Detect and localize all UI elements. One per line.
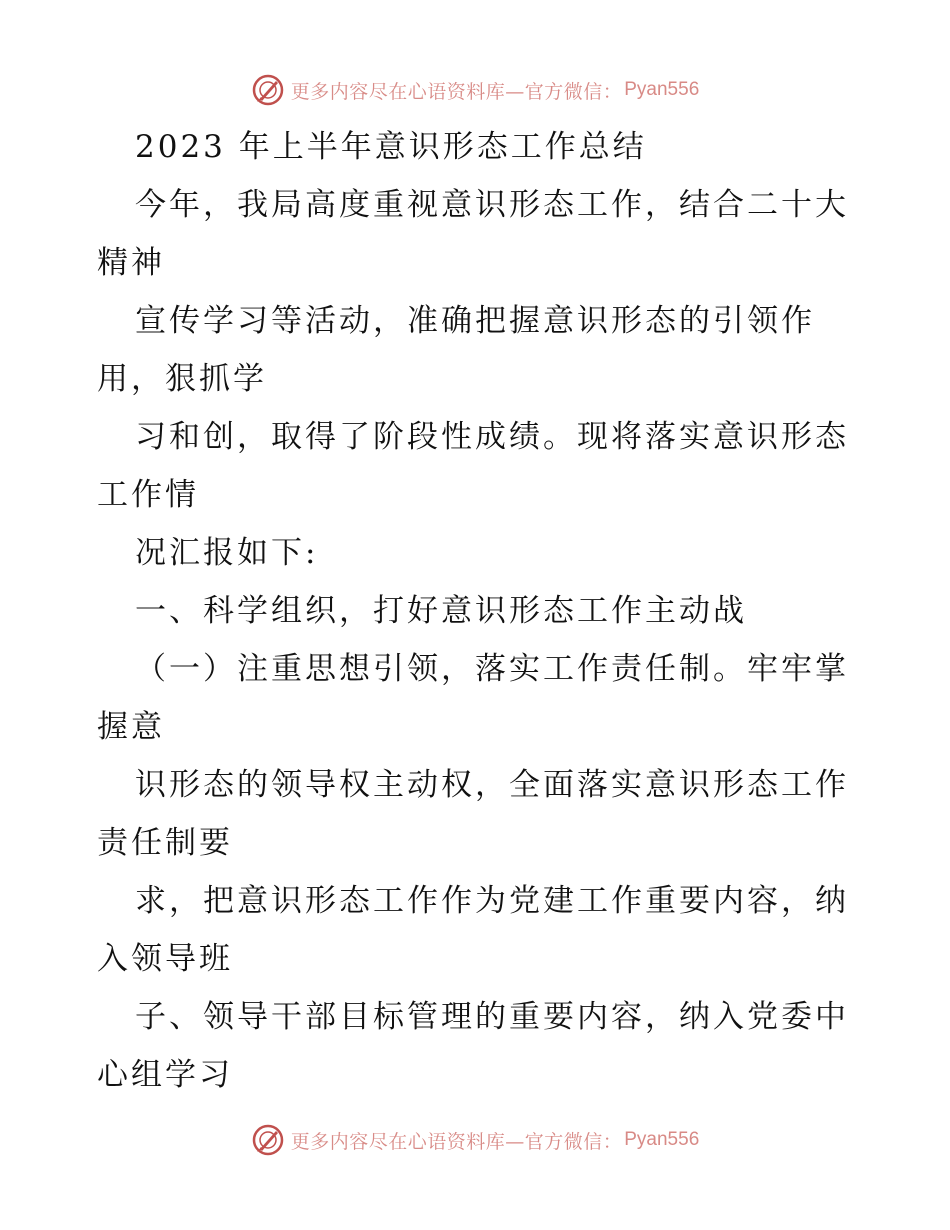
text-line: 握意 (97, 709, 165, 745)
text-line: 责任制要 (97, 825, 233, 861)
document-body (97, 118, 857, 1104)
pen-logo-icon (251, 1123, 285, 1157)
header-watermark (0, 70, 950, 110)
watermark-text: 更多内容尽在心语资料库—官方微信： (290, 1130, 623, 1153)
text-line: 工作情 (97, 477, 199, 513)
document-title: 2023 年上半年意识形态工作总结 (135, 129, 647, 165)
watermark-wechat-id: Pyan556 (624, 79, 700, 100)
watermark-text: 更多内容尽在心语资料库—官方微信： (290, 80, 623, 103)
text-line: 识形态的领导权主动权，全面落实意识形态工作 (135, 767, 849, 803)
text-line: 心组学习 (97, 1057, 233, 1093)
watermark-wechat-id: Pyan556 (624, 1129, 700, 1150)
text-line: 一、科学组织，打好意识形态工作主动战 (135, 593, 747, 629)
text-line: 子、领导干部目标管理的重要内容，纳入党委中 (135, 999, 849, 1035)
text-line: （一）注重思想引领，落实工作责任制。牢牢掌 (135, 651, 849, 687)
text-line: 宣传学习等活动，准确把握意识形态的引领作 (135, 303, 815, 339)
text-line: 习和创，取得了阶段性成绩。现将落实意识形态 (135, 419, 849, 455)
text-line: 用，狠抓学 (97, 361, 267, 397)
footer-watermark (0, 1120, 950, 1160)
text-line: 况汇报如下: (135, 535, 319, 571)
text-line: 入领导班 (97, 941, 233, 977)
text-line: 求，把意识形态工作作为党建工作重要内容，纳 (135, 883, 849, 919)
text-line: 今年，我局高度重视意识形态工作，结合二十大 (135, 187, 849, 223)
pen-logo-icon (251, 73, 285, 107)
text-line: 精神 (97, 245, 165, 281)
